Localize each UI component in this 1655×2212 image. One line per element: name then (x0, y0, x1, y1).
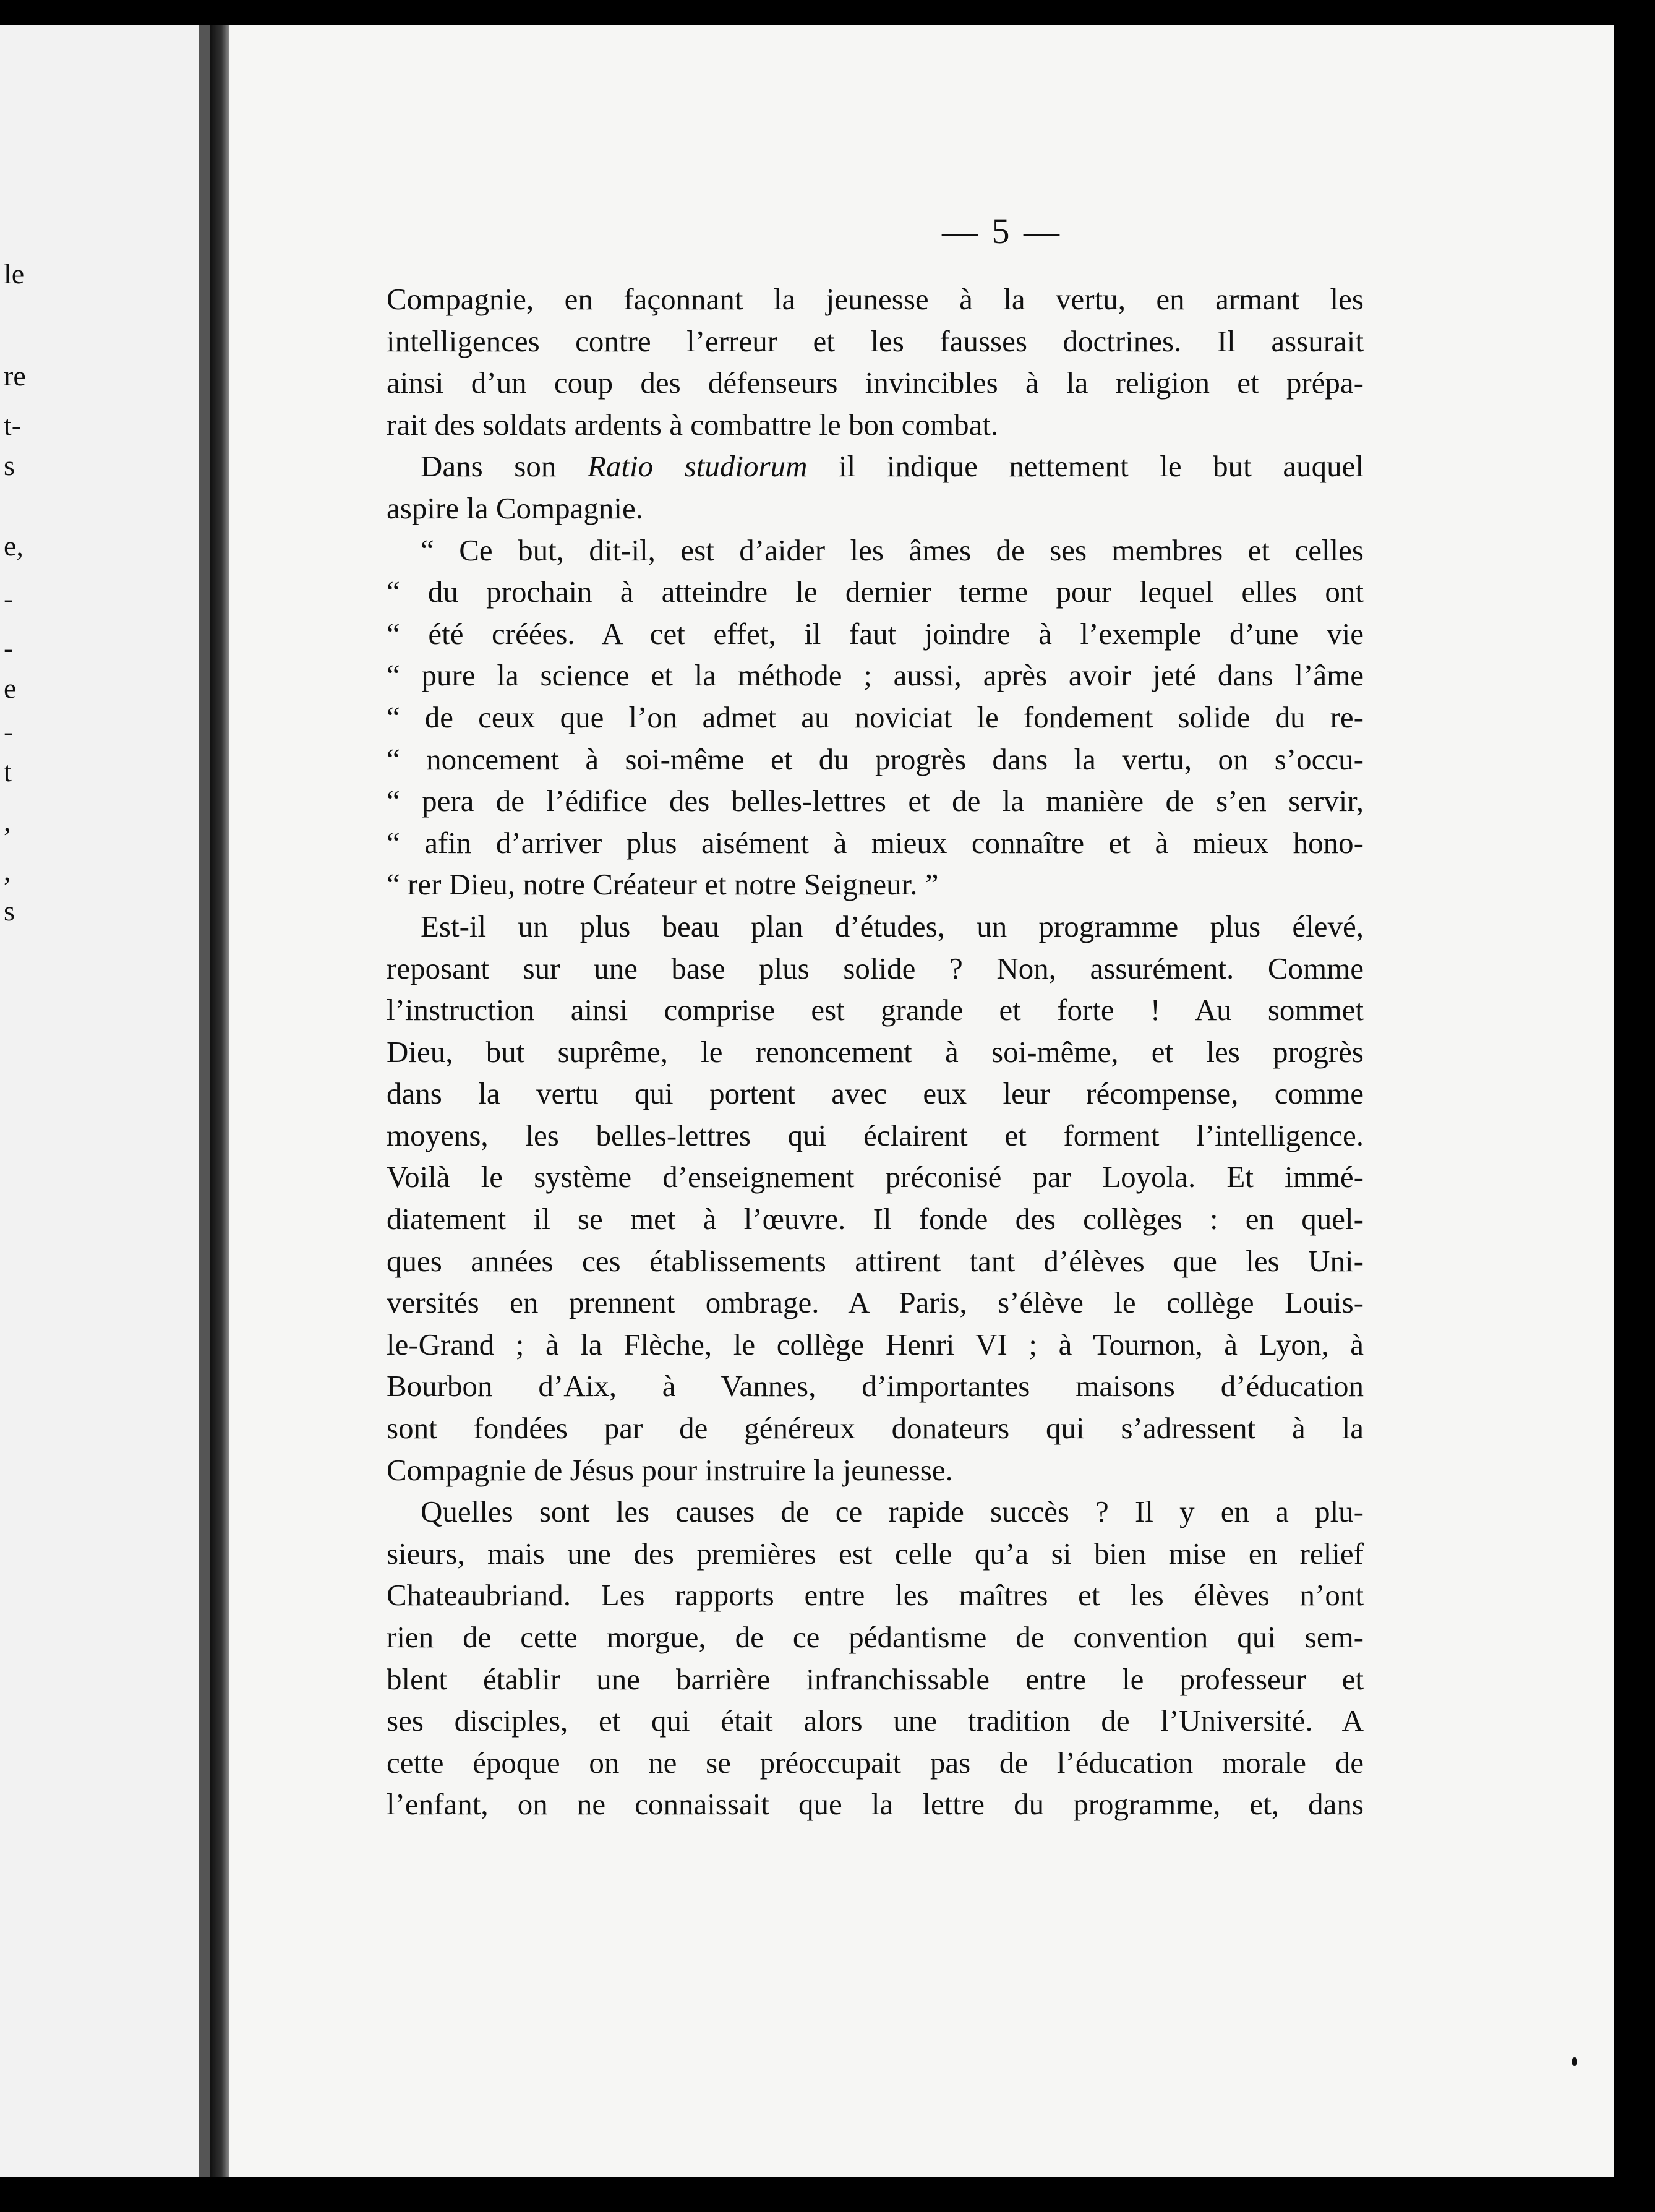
text-line: “ noncement à soi-même et du progrès dans la vertu, on s’occu- (387, 742, 1364, 776)
text-line: “ de ceux que l’on admet au noviciat le fondement solide du re- (387, 700, 1364, 734)
text-line: l’enfant, on ne connaissait que la lettre du programme, et, dans (387, 1787, 1364, 1822)
book-spine (210, 25, 229, 2177)
italic-title: Ratio studiorum (587, 449, 808, 484)
text-line: dans la vertu qui portent avec eux leur récompense, comme (387, 1076, 1364, 1111)
previous-page-fragment: , (4, 855, 11, 886)
text-line: sieurs, mais une des premières est celle qu’a si bien mise en relief (387, 1536, 1364, 1571)
previous-page-fragment: - (4, 632, 14, 664)
text-line: Dans son Ratio studiorum il indique nettement le but auquel (421, 449, 1364, 484)
previous-page-fragment: - (4, 716, 14, 747)
text-line: rien de cette morgue, de ce pédantisme de convention qui sem- (387, 1620, 1364, 1654)
previous-page-fragment: t- (4, 409, 22, 441)
text-line: moyens, les belles-lettres qui éclairent et forment l’intelligence. (387, 1118, 1364, 1152)
previous-page-fragment: e, (4, 530, 24, 562)
text-line: “ Ce but, dit-il, est d’aider les âmes de ses membres et celles (421, 533, 1364, 567)
book-page (229, 25, 1614, 2177)
previous-page-fragment: s (4, 895, 15, 927)
text-line: Quelles sont les causes de ce rapide succès ? Il y en a plu- (421, 1494, 1364, 1529)
paragraph (387, 445, 1364, 529)
previous-page-fragment: re (4, 360, 26, 392)
text-line: Chateaubriand. Les rapports entre les maîtres et les élèves n’ont (387, 1578, 1364, 1613)
text-line: blent établir une barrière infranchissable entre le professeur et (387, 1661, 1364, 1696)
text-line: “ rer Dieu, notre Créateur et notre Seigneur. ” (387, 867, 939, 902)
previous-page-fragment: - (4, 583, 14, 614)
text-line: ques années ces établissements attirent tant d’élèves que les Uni- (387, 1243, 1364, 1278)
text-line: “ du prochain à atteindre le dernier terme pour lequel elles ont (387, 575, 1364, 609)
text-line: “ pure la science et la méthode ; aussi, après avoir jeté dans l’âme (387, 658, 1364, 693)
page-number: — 5 — (942, 211, 1062, 251)
text-line: ainsi d’un coup des défenseurs invincibles à la religion et prépa- (387, 366, 1364, 400)
text-line: reposant sur une base plus solide ? Non, assurément. Comme (387, 951, 1364, 985)
text-line: “ pera de l’édifice des belles-lettres et de la manière de s’en servir, (387, 784, 1364, 818)
text-line: rait des soldats ardents à combattre le bon combat. (387, 407, 999, 442)
previous-page-fragment: t (4, 756, 12, 787)
text-line: aspire la Compagnie. (387, 491, 644, 525)
text-line: “ été créées. A cet effet, il faut joindre à l’exemple d’une vie (387, 616, 1364, 651)
text-line: le-Grand ; à la Flèche, le collège Henri VI ; à Tournon, à Lyon, à (387, 1327, 1364, 1361)
text-line: cette époque on ne se préoccupait pas de l’éducation morale de (387, 1745, 1364, 1780)
text-line: “ afin d’arriver plus aisément à mieux connaître et à mieux hono- (387, 825, 1364, 860)
previous-page-fragment: , (4, 805, 11, 837)
previous-page-fragment: e (4, 672, 17, 704)
text-line: intelligences contre l’erreur et les fausses doctrines. Il assurait (387, 324, 1364, 358)
scan-speck (1572, 2057, 1577, 2066)
text-line: ses disciples, et qui était alors une tradition de l’Université. A (387, 1704, 1364, 1738)
paragraph (387, 278, 1364, 445)
text-line: Voilà le système d’enseignement préconisé par Loyola. Et immé- (387, 1160, 1364, 1194)
paragraph (387, 529, 1364, 906)
page-body-text (387, 278, 1364, 1825)
paragraph (387, 1491, 1364, 1825)
text-line: Bourbon d’Aix, à Vannes, d’importantes maisons d’éducation (387, 1369, 1364, 1404)
text-line: sont fondées par de généreux donateurs qui s’adressent à la (387, 1411, 1364, 1446)
page-gutter (199, 25, 210, 2177)
previous-page-fragment: s (4, 450, 15, 481)
text-line: Dieu, but suprême, le renoncement à soi-même, et les progrès (387, 1034, 1364, 1069)
text-line: l’instruction ainsi comprise est grande et forte ! Au sommet (387, 993, 1364, 1027)
text-line: Compagnie, en façonnant la jeunesse à la vertu, en armant les (387, 282, 1364, 316)
paragraph (387, 906, 1364, 1491)
text-line: Compagnie de Jésus pour instruire la jeunesse. (387, 1452, 953, 1487)
previous-page-fragment: le (4, 258, 25, 289)
previous-page-edge (0, 25, 210, 2177)
text-line: Est-il un plus beau plan d’études, un programme plus élevé, (421, 909, 1364, 943)
text-line: diatement il se met à l’œuvre. Il fonde des collèges : en quel- (387, 1202, 1364, 1237)
text-line: versités en prennent ombrage. A Paris, s’élève le collège Louis- (387, 1285, 1364, 1320)
